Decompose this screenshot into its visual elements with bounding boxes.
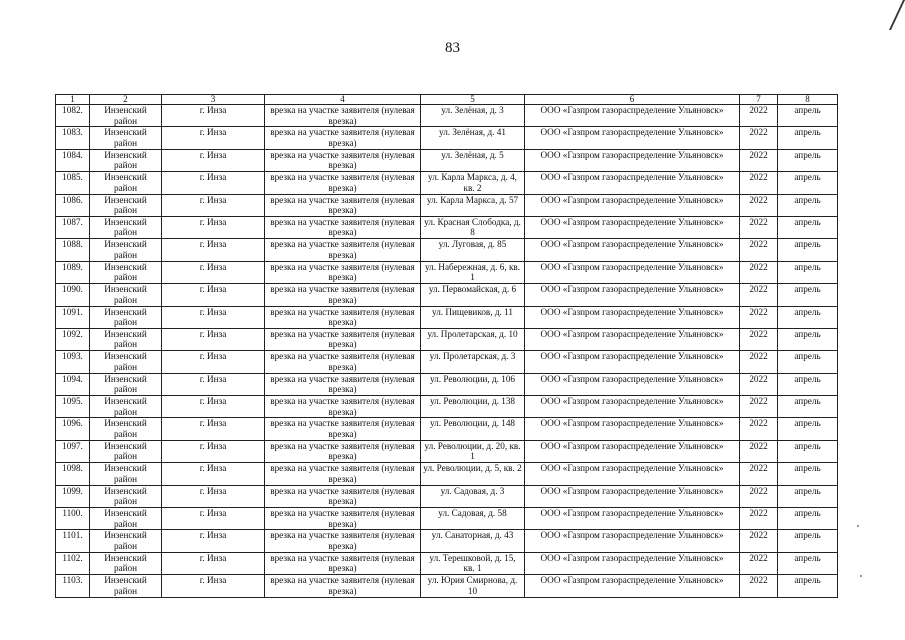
table-header-row [56, 95, 838, 105]
cell-year: 2022 [740, 485, 778, 507]
cell-year: 2022 [740, 418, 778, 440]
cell-row-number: 1087. [56, 216, 90, 238]
cell-year: 2022 [740, 127, 778, 149]
scan-corner-mark [867, 0, 905, 30]
cell-organization: ООО «Газпром газораспределение Ульяновск» [525, 328, 740, 350]
cell-row-number: 1100. [56, 508, 90, 530]
cell-month: апрель [778, 373, 838, 395]
cell-month: апрель [778, 485, 838, 507]
cell-row-number: 1098. [56, 463, 90, 485]
cell-locality: г. Инза [162, 284, 265, 306]
cell-address: ул. Революции, д. 5, кв. 2 [421, 463, 525, 485]
cell-organization: ООО «Газпром газораспределение Ульяновск» [525, 508, 740, 530]
cell-work-type: врезка на участке заявителя (нулевая врезка) [265, 418, 421, 440]
cell-address: ул. Красная Слободка, д. 8 [421, 216, 525, 238]
cell-locality: г. Инза [162, 127, 265, 149]
cell-address: ул. Зелёная, д. 41 [421, 127, 525, 149]
cell-district: Инзенский район [90, 396, 162, 418]
table-row [56, 284, 838, 306]
cell-address: ул. Революции, д. 138 [421, 396, 525, 418]
cell-work-type: врезка на участке заявителя (нулевая врезка) [265, 172, 421, 194]
cell-row-number: 1102. [56, 552, 90, 574]
cell-address: ул. Пролетарская, д. 3 [421, 351, 525, 373]
table-row [56, 351, 838, 373]
cell-year: 2022 [740, 239, 778, 261]
cell-address: ул. Карла Маркса, д. 57 [421, 194, 525, 216]
cell-work-type: врезка на участке заявителя (нулевая врезка) [265, 328, 421, 350]
cell-year: 2022 [740, 105, 778, 127]
cell-month: апрель [778, 351, 838, 373]
cell-month: апрель [778, 127, 838, 149]
cell-organization: ООО «Газпром газораспределение Ульяновск» [525, 261, 740, 283]
table-row [56, 261, 838, 283]
cell-month: апрель [778, 552, 838, 574]
cell-locality: г. Инза [162, 575, 265, 597]
cell-work-type: врезка на участке заявителя (нулевая врезка) [265, 373, 421, 395]
table-row [56, 216, 838, 238]
cell-organization: ООО «Газпром газораспределение Ульяновск» [525, 216, 740, 238]
cell-district: Инзенский район [90, 284, 162, 306]
cell-organization: ООО «Газпром газораспределение Ульяновск» [525, 239, 740, 261]
cell-locality: г. Инза [162, 261, 265, 283]
cell-organization: ООО «Газпром газораспределение Ульяновск» [525, 530, 740, 552]
cell-year: 2022 [740, 194, 778, 216]
table-row [56, 396, 838, 418]
cell-district: Инзенский район [90, 328, 162, 350]
cell-month: апрель [778, 463, 838, 485]
cell-row-number: 1084. [56, 149, 90, 171]
cell-year: 2022 [740, 306, 778, 328]
cell-year: 2022 [740, 284, 778, 306]
cell-row-number: 1082. [56, 105, 90, 127]
column-header-2: 2 [90, 95, 162, 105]
cell-district: Инзенский район [90, 172, 162, 194]
cell-locality: г. Инза [162, 306, 265, 328]
scan-speck [857, 525, 859, 527]
table-row [56, 306, 838, 328]
cell-row-number: 1090. [56, 284, 90, 306]
cell-address: ул. Садовая, д. 3 [421, 485, 525, 507]
cell-work-type: врезка на участке заявителя (нулевая врезка) [265, 261, 421, 283]
cell-district: Инзенский район [90, 216, 162, 238]
cell-work-type: врезка на участке заявителя (нулевая врезка) [265, 351, 421, 373]
table-row [56, 328, 838, 350]
cell-district: Инзенский район [90, 239, 162, 261]
cell-work-type: врезка на участке заявителя (нулевая врезка) [265, 508, 421, 530]
cell-month: апрель [778, 216, 838, 238]
column-header-4: 4 [265, 95, 421, 105]
cell-locality: г. Инза [162, 351, 265, 373]
cell-row-number: 1089. [56, 261, 90, 283]
cell-district: Инзенский район [90, 440, 162, 462]
cell-year: 2022 [740, 373, 778, 395]
cell-organization: ООО «Газпром газораспределение Ульяновск» [525, 127, 740, 149]
cell-organization: ООО «Газпром газораспределение Ульяновск» [525, 351, 740, 373]
cell-work-type: врезка на участке заявителя (нулевая врезка) [265, 575, 421, 597]
column-header-1: 1 [56, 95, 90, 105]
cell-month: апрель [778, 530, 838, 552]
table-row [56, 530, 838, 552]
cell-year: 2022 [740, 530, 778, 552]
column-header-6: 6 [525, 95, 740, 105]
cell-address: ул. Революции, д. 148 [421, 418, 525, 440]
cell-month: апрель [778, 508, 838, 530]
cell-locality: г. Инза [162, 485, 265, 507]
cell-address: ул. Первомайская, д. 6 [421, 284, 525, 306]
cell-address: ул. Зелёная, д. 5 [421, 149, 525, 171]
cell-work-type: врезка на участке заявителя (нулевая врезка) [265, 194, 421, 216]
table-body [56, 105, 838, 598]
cell-row-number: 1086. [56, 194, 90, 216]
cell-month: апрель [778, 284, 838, 306]
cell-address: ул. Юрия Смирнова, д. 10 [421, 575, 525, 597]
cell-organization: ООО «Газпром газораспределение Ульяновск» [525, 396, 740, 418]
cell-locality: г. Инза [162, 172, 265, 194]
cell-row-number: 1099. [56, 485, 90, 507]
table-row [56, 440, 838, 462]
cell-month: апрель [778, 172, 838, 194]
cell-work-type: врезка на участке заявителя (нулевая врезка) [265, 552, 421, 574]
cell-district: Инзенский район [90, 463, 162, 485]
cell-year: 2022 [740, 261, 778, 283]
cell-work-type: врезка на участке заявителя (нулевая врезка) [265, 284, 421, 306]
cell-organization: ООО «Газпром газораспределение Ульяновск» [525, 440, 740, 462]
cell-locality: г. Инза [162, 149, 265, 171]
cell-locality: г. Инза [162, 463, 265, 485]
cell-row-number: 1092. [56, 328, 90, 350]
register-table [55, 94, 838, 598]
cell-locality: г. Инза [162, 105, 265, 127]
cell-district: Инзенский район [90, 261, 162, 283]
cell-year: 2022 [740, 440, 778, 462]
cell-locality: г. Инза [162, 328, 265, 350]
cell-district: Инзенский район [90, 149, 162, 171]
cell-row-number: 1103. [56, 575, 90, 597]
cell-row-number: 1096. [56, 418, 90, 440]
table-row [56, 105, 838, 127]
cell-year: 2022 [740, 328, 778, 350]
cell-row-number: 1088. [56, 239, 90, 261]
cell-locality: г. Инза [162, 530, 265, 552]
column-header-8: 8 [778, 95, 838, 105]
cell-locality: г. Инза [162, 396, 265, 418]
table-row [56, 373, 838, 395]
cell-work-type: врезка на участке заявителя (нулевая врезка) [265, 306, 421, 328]
cell-month: апрель [778, 239, 838, 261]
cell-address: ул. Набережная, д. 6, кв. 1 [421, 261, 525, 283]
cell-district: Инзенский район [90, 552, 162, 574]
cell-work-type: врезка на участке заявителя (нулевая врезка) [265, 485, 421, 507]
cell-work-type: врезка на участке заявителя (нулевая врезка) [265, 149, 421, 171]
cell-row-number: 1091. [56, 306, 90, 328]
cell-work-type: врезка на участке заявителя (нулевая врезка) [265, 127, 421, 149]
table-row [56, 508, 838, 530]
table-row [56, 463, 838, 485]
cell-work-type: врезка на участке заявителя (нулевая врезка) [265, 440, 421, 462]
cell-organization: ООО «Газпром газораспределение Ульяновск» [525, 149, 740, 171]
cell-locality: г. Инза [162, 508, 265, 530]
cell-row-number: 1095. [56, 396, 90, 418]
cell-row-number: 1101. [56, 530, 90, 552]
cell-organization: ООО «Газпром газораспределение Ульяновск» [525, 105, 740, 127]
cell-row-number: 1085. [56, 172, 90, 194]
cell-district: Инзенский район [90, 530, 162, 552]
cell-district: Инзенский район [90, 508, 162, 530]
cell-month: апрель [778, 418, 838, 440]
cell-district: Инзенский район [90, 485, 162, 507]
cell-year: 2022 [740, 396, 778, 418]
cell-work-type: врезка на участке заявителя (нулевая врезка) [265, 530, 421, 552]
cell-address: ул. Садовая, д. 58 [421, 508, 525, 530]
cell-locality: г. Инза [162, 373, 265, 395]
cell-month: апрель [778, 396, 838, 418]
cell-organization: ООО «Газпром газораспределение Ульяновск» [525, 172, 740, 194]
cell-district: Инзенский район [90, 373, 162, 395]
cell-address: ул. Революции, д. 20, кв. 1 [421, 440, 525, 462]
cell-year: 2022 [740, 552, 778, 574]
cell-locality: г. Инза [162, 418, 265, 440]
cell-organization: ООО «Газпром газораспределение Ульяновск» [525, 463, 740, 485]
cell-organization: ООО «Газпром газораспределение Ульяновск» [525, 373, 740, 395]
cell-work-type: врезка на участке заявителя (нулевая врезка) [265, 463, 421, 485]
cell-month: апрель [778, 105, 838, 127]
cell-work-type: врезка на участке заявителя (нулевая врезка) [265, 396, 421, 418]
cell-organization: ООО «Газпром газораспределение Ульяновск» [525, 485, 740, 507]
cell-work-type: врезка на участке заявителя (нулевая врезка) [265, 239, 421, 261]
cell-year: 2022 [740, 351, 778, 373]
cell-organization: ООО «Газпром газораспределение Ульяновск» [525, 284, 740, 306]
cell-work-type: врезка на участке заявителя (нулевая врезка) [265, 105, 421, 127]
cell-year: 2022 [740, 216, 778, 238]
cell-locality: г. Инза [162, 440, 265, 462]
cell-district: Инзенский район [90, 306, 162, 328]
cell-organization: ООО «Газпром газораспределение Ульяновск» [525, 575, 740, 597]
table-row [56, 485, 838, 507]
cell-month: апрель [778, 261, 838, 283]
cell-year: 2022 [740, 172, 778, 194]
cell-locality: г. Инза [162, 239, 265, 261]
page-number: 83 [445, 40, 460, 56]
table-row [56, 239, 838, 261]
cell-month: апрель [778, 306, 838, 328]
cell-organization: ООО «Газпром газораспределение Ульяновск» [525, 194, 740, 216]
cell-organization: ООО «Газпром газораспределение Ульяновск» [525, 306, 740, 328]
table-row [56, 172, 838, 194]
cell-work-type: врезка на участке заявителя (нулевая врезка) [265, 216, 421, 238]
column-header-3: 3 [162, 95, 265, 105]
cell-address: ул. Революции, д. 106 [421, 373, 525, 395]
cell-locality: г. Инза [162, 552, 265, 574]
cell-month: апрель [778, 440, 838, 462]
cell-row-number: 1094. [56, 373, 90, 395]
table-row [56, 552, 838, 574]
cell-row-number: 1093. [56, 351, 90, 373]
cell-year: 2022 [740, 508, 778, 530]
cell-address: ул. Терешковой, д. 15, кв. 1 [421, 552, 525, 574]
column-header-5: 5 [421, 95, 525, 105]
cell-month: апрель [778, 575, 838, 597]
cell-year: 2022 [740, 149, 778, 171]
cell-row-number: 1097. [56, 440, 90, 462]
cell-district: Инзенский район [90, 127, 162, 149]
cell-year: 2022 [740, 463, 778, 485]
cell-locality: г. Инза [162, 216, 265, 238]
cell-month: апрель [778, 194, 838, 216]
cell-district: Инзенский район [90, 418, 162, 440]
table-row [56, 418, 838, 440]
table-row [56, 127, 838, 149]
cell-organization: ООО «Газпром газораспределение Ульяновск» [525, 552, 740, 574]
cell-address: ул. Пролетарская, д. 10 [421, 328, 525, 350]
cell-address: ул. Луговая, д. 85 [421, 239, 525, 261]
cell-district: Инзенский район [90, 351, 162, 373]
cell-district: Инзенский район [90, 105, 162, 127]
cell-district: Инзенский район [90, 575, 162, 597]
cell-address: ул. Пищевиков, д. 11 [421, 306, 525, 328]
cell-address: ул. Зелёная, д. 3 [421, 105, 525, 127]
table-row [56, 194, 838, 216]
table-row [56, 575, 838, 597]
cell-address: ул. Санаторная, д. 43 [421, 530, 525, 552]
column-header-7: 7 [740, 95, 778, 105]
cell-month: апрель [778, 328, 838, 350]
cell-organization: ООО «Газпром газораспределение Ульяновск» [525, 418, 740, 440]
table-row [56, 149, 838, 171]
scan-speck [860, 575, 862, 577]
cell-district: Инзенский район [90, 194, 162, 216]
cell-locality: г. Инза [162, 194, 265, 216]
cell-year: 2022 [740, 575, 778, 597]
cell-row-number: 1083. [56, 127, 90, 149]
cell-month: апрель [778, 149, 838, 171]
cell-address: ул. Карла Маркса, д. 4, кв. 2 [421, 172, 525, 194]
